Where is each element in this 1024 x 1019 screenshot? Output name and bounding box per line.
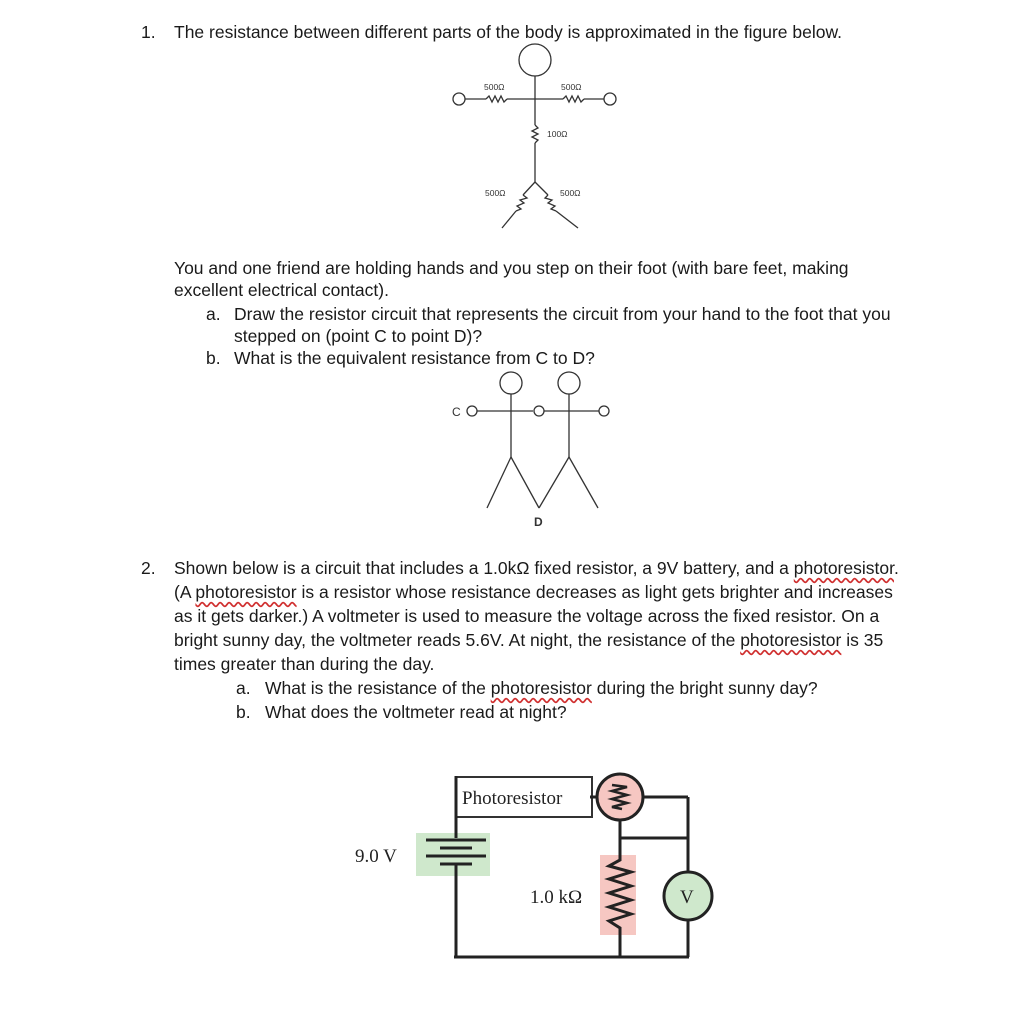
q1-b-marker: b. <box>206 348 221 368</box>
q2-line4-pre: bright sunny day, the voltmeter reads 5.6V. At night, the resistance of the <box>174 630 736 650</box>
label-d: D <box>534 515 543 529</box>
q2-line4-post: is 35 <box>846 630 884 650</box>
q2-line1-post: . <box>893 558 899 578</box>
resistor-label: 1.0 kΩ <box>530 887 583 908</box>
q1-intro: The resistance between different parts of the body is approximated in the figure below. <box>174 22 842 42</box>
q2-a-pre: What is the resistance of the <box>265 678 486 698</box>
q1-paragraph-line2: excellent electrical contact). <box>174 280 389 300</box>
q2-b-text: What does the voltmeter read at night? <box>265 702 567 722</box>
q1-b-text: What is the equivalent resistance from C to D? <box>234 348 595 368</box>
q2-line5: times greater than during the day. <box>174 654 435 674</box>
q1-a-marker: a. <box>206 304 221 324</box>
q2-line2-post: is a resistor whose resistance decreases as light gets brighter and increases <box>301 582 893 602</box>
q2-b-marker: b. <box>236 702 251 722</box>
q2-a-word: photoresistor <box>490 678 592 698</box>
q2-number: 2. <box>141 558 156 578</box>
label-left-leg: 500Ω <box>485 188 506 198</box>
label-right-leg: 500Ω <box>560 188 581 198</box>
q1-a-line1: Draw the resistor circuit that represents the circuit from your hand to the foot that you <box>234 304 891 324</box>
voltmeter-label: V <box>680 887 694 908</box>
label-torso: 100Ω <box>547 129 568 139</box>
photoresistor-label: Photoresistor <box>462 788 563 809</box>
battery-label: 9.0 V <box>355 846 397 867</box>
q2-line3: as it gets darker.) A voltmeter is used to measure the voltage across the fixed resistor. On a <box>174 606 880 626</box>
q2-line1-pre: Shown below is a circuit that includes a 1.0kΩ fixed resistor, a 9V battery, and a <box>174 558 789 578</box>
q2-a-post: during the bright sunny day? <box>596 678 818 698</box>
q2-line2-word: photoresistor <box>195 582 297 602</box>
label-right-arm: 500Ω <box>561 82 582 92</box>
label-c: C <box>452 405 461 419</box>
q1-number: 1. <box>141 22 156 42</box>
q2-a-marker: a. <box>236 678 251 698</box>
q2-line4-word: photoresistor <box>740 630 842 650</box>
q2-line1-word: photoresistor <box>793 558 894 578</box>
label-left-arm: 500Ω <box>484 82 505 92</box>
q2-line2-pre: (A <box>174 582 191 602</box>
q1-a-line2: stepped on (point C to point D)? <box>234 326 483 346</box>
q1-paragraph-line1: You and one friend are holding hands and you step on their foot (with bare feet, making <box>174 258 849 278</box>
